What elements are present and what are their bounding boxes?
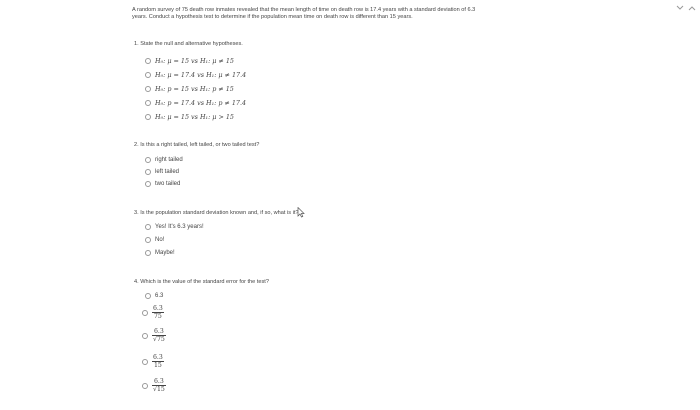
fraction-denominator: 75 bbox=[153, 313, 162, 320]
fraction-6.3-over-75 bbox=[152, 305, 164, 320]
radio-button[interactable] bbox=[145, 169, 151, 175]
q4-option-4[interactable] bbox=[142, 354, 164, 369]
fraction-numerator: 6.3 bbox=[153, 305, 163, 312]
fraction-numerator: 6.3 bbox=[153, 354, 163, 361]
radio-button[interactable] bbox=[145, 250, 151, 256]
question-4-title: 4. Which is the value of the standard error for the test? bbox=[134, 279, 269, 285]
problem-statement: A random survey of 75 death row inmates revealed that the mean length of time on death row is 17.4 years with a standard deviation of 6.3 years. Conduct a hypothesis test to determine if the population mean time on death row is different than 15 years. bbox=[132, 7, 476, 21]
q4-option-5[interactable] bbox=[142, 378, 166, 393]
q4-option-2[interactable] bbox=[142, 305, 164, 320]
radio-button[interactable] bbox=[145, 181, 151, 187]
q4-option-1[interactable] bbox=[145, 293, 163, 299]
q1-option-3-label: H₀: p = 15 vs H₁: p ≠ 15 bbox=[155, 85, 234, 93]
fraction-6.3-over-15 bbox=[152, 354, 164, 369]
fraction-6.3-over-sqrt-15 bbox=[152, 378, 166, 393]
q3-option-no-label: No! bbox=[155, 237, 165, 243]
q4-option-1-label: 6.3 bbox=[155, 293, 164, 299]
q3-option-yes[interactable] bbox=[145, 224, 204, 230]
q3-option-maybe[interactable] bbox=[145, 250, 175, 256]
q3-option-maybe-label: Maybe! bbox=[155, 250, 175, 256]
q1-option-1[interactable] bbox=[145, 57, 234, 65]
radio-button[interactable] bbox=[142, 310, 148, 316]
radio-button[interactable] bbox=[145, 114, 151, 120]
q1-option-4-label: H₀: p = 17.4 vs H₁: p ≠ 17.4 bbox=[155, 99, 247, 107]
mouse-cursor-icon bbox=[297, 207, 305, 218]
radio-button[interactable] bbox=[145, 100, 151, 106]
radio-button[interactable] bbox=[145, 157, 151, 163]
q2-option-right-label: right tailed bbox=[155, 157, 183, 163]
q1-option-1-label: H₀: μ = 15 vs H₁: μ ≠ 15 bbox=[155, 57, 234, 65]
q1-option-3[interactable] bbox=[145, 85, 234, 93]
fraction-6.3-over-sqrt-75 bbox=[152, 328, 166, 343]
radio-button[interactable] bbox=[145, 86, 151, 92]
radio-button[interactable] bbox=[145, 293, 151, 299]
question-2-title: 2. Is this a right tailed, left tailed, or two tailed test? bbox=[134, 142, 260, 148]
fraction-denominator: √15 bbox=[153, 386, 165, 393]
q1-option-5[interactable] bbox=[145, 113, 234, 121]
q2-option-right[interactable] bbox=[145, 157, 183, 163]
q2-option-two[interactable] bbox=[145, 181, 180, 187]
q1-option-2-label: H₀: μ = 17.4 vs H₁: μ ≠ 17.4 bbox=[155, 71, 247, 79]
radio-button[interactable] bbox=[145, 237, 151, 243]
sqrt-icon: √ bbox=[153, 386, 157, 393]
q1-option-5-label: H₀: μ = 15 vs H₁: μ > 15 bbox=[155, 113, 234, 121]
q3-option-no[interactable] bbox=[145, 237, 164, 243]
q3-option-yes-label: Yes! It's 6.3 years! bbox=[155, 224, 204, 230]
radio-button[interactable] bbox=[142, 359, 148, 365]
fraction-numerator: 6.3 bbox=[153, 328, 164, 335]
radio-button[interactable] bbox=[142, 333, 148, 339]
q1-option-4[interactable] bbox=[145, 99, 246, 107]
fraction-denominator: √75 bbox=[153, 336, 165, 343]
question-3-title: 3. Is the population standard deviation known and, if so, what is it? bbox=[134, 210, 299, 216]
radio-button[interactable] bbox=[145, 58, 151, 64]
radio-button[interactable] bbox=[142, 383, 148, 389]
chevron-up-icon[interactable] bbox=[688, 4, 696, 13]
radio-button[interactable] bbox=[145, 72, 151, 78]
fraction-denominator: 15 bbox=[153, 362, 162, 369]
question-1-title: 1. State the null and alternative hypotheses. bbox=[134, 41, 243, 47]
q1-option-2[interactable] bbox=[145, 71, 246, 79]
q2-option-two-label: two tailed bbox=[155, 181, 181, 187]
sqrt-icon: √ bbox=[153, 336, 157, 343]
chevron-down-icon[interactable] bbox=[676, 4, 684, 13]
q4-option-3[interactable] bbox=[142, 328, 166, 343]
radio-button[interactable] bbox=[145, 224, 151, 230]
q2-option-left[interactable] bbox=[145, 169, 179, 175]
fraction-numerator: 6.3 bbox=[153, 378, 164, 385]
q2-option-left-label: left tailed bbox=[155, 169, 180, 175]
